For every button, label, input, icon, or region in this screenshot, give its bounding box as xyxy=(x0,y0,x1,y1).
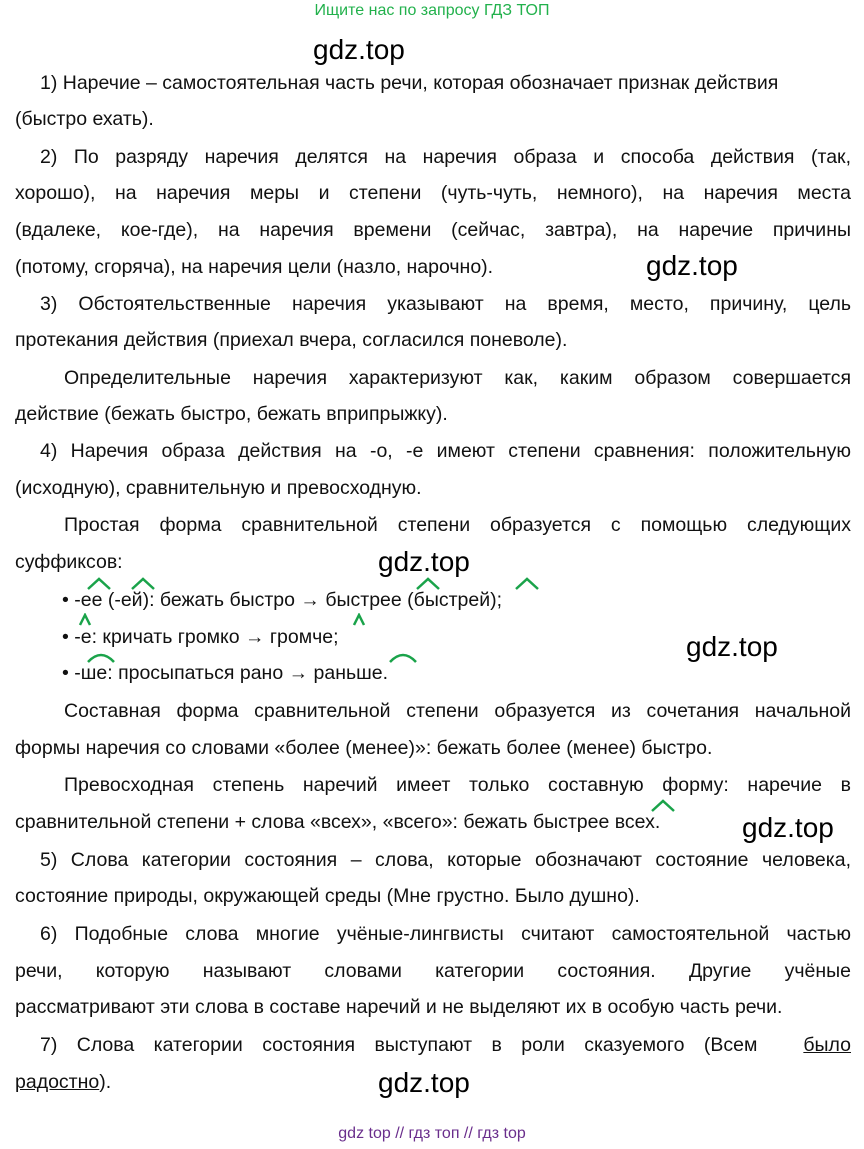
paragraph-line: хорошо), на наречия меры и степени (чуть-чуть, немного), на наречия места xyxy=(15,182,851,204)
paragraph-line: 5) Слова категории состояния – слова, которые обозначают состояние человека, xyxy=(40,849,851,871)
suffix-mark-icon xyxy=(86,577,112,591)
paragraph-line: Определительные наречия характеризуют как, каким образом совершается xyxy=(64,367,851,389)
search-banner: Ищите нас по запросу ГДЗ ТОП xyxy=(314,2,550,19)
suffix-mark-icon xyxy=(514,577,540,591)
paragraph-line xyxy=(40,1034,851,1056)
paragraph-line: 4) Наречия образа действия на -о, -е имеют степени сравнения: положительную xyxy=(40,440,851,462)
paragraph-line: (быстро ехать). xyxy=(15,108,154,130)
suffix-mark-icon xyxy=(415,577,441,591)
suffix-mark-icon xyxy=(650,799,676,813)
list-item: • -е: кричать громко → громче; xyxy=(62,626,339,648)
suffix-mark-icon xyxy=(130,577,156,591)
watermark: gdz.top xyxy=(742,812,834,843)
paragraph-line: 1) Наречие – самостоятельная часть речи, которая обозначает признак действия xyxy=(40,72,779,94)
list-item: • -ше: просыпаться рано → раньше. xyxy=(62,662,389,684)
paragraph-line: рассматривают эти слова в составе наречий и не выделяют их в особую часть речи. xyxy=(15,996,783,1018)
paragraph-line: речи, которую называют словами категории состояния. Другие учёные xyxy=(15,960,851,982)
paragraph-line: сравнительной степени + слова «всех», «всего»: бежать быстрее всех. xyxy=(15,811,661,833)
watermark: gdz.top xyxy=(378,546,470,577)
paragraph-line: протекания действия (приехал вчера, согласился поневоле). xyxy=(15,329,568,351)
watermark: gdz.top xyxy=(686,631,778,662)
watermark: gdz.top xyxy=(378,1067,470,1098)
paragraph-line: состояние природы, окружающей среды (Мне грустно. Было душно). xyxy=(15,885,640,907)
paragraph-line xyxy=(15,1071,851,1093)
watermark: gdz.top xyxy=(646,250,738,281)
paragraph-text: ). xyxy=(99,1071,112,1093)
paragraph-text: 7) Слова категории состояния выступают в роли сказуемого (Всем xyxy=(40,1034,758,1056)
paragraph-line: 2) По разряду наречия делятся на наречия образа и способа действия (так, xyxy=(40,146,851,168)
paragraph-line: 6) Подобные слова многие учёные-лингвисты считают самостоятельной частью xyxy=(40,923,851,945)
paragraph-line: Составная форма сравнительной степени образуется из сочетания начальной xyxy=(64,700,851,722)
paragraph-line: (вдалеке, кое-где), на наречия времени (сейчас, завтра), на наречие причины xyxy=(15,219,851,241)
suffix-mark-icon xyxy=(86,650,116,664)
paragraph-line: Превосходная степень наречий имеет только составную форму: наречие в xyxy=(64,774,851,796)
paragraph-line: действие (бежать быстро, бежать вприпрыжку). xyxy=(15,403,448,425)
paragraph-line: формы наречия со словами «более (менее)»: бежать более (менее) быстро. xyxy=(15,737,713,759)
paragraph-line: (исходную), сравнительную и превосходную. xyxy=(15,477,422,499)
suffix-mark-icon xyxy=(78,613,92,627)
paragraph-line: 3) Обстоятельственные наречия указывают на время, место, причину, цель xyxy=(40,293,851,315)
suffix-mark-icon xyxy=(388,650,418,664)
suffix-mark-icon xyxy=(352,613,366,627)
footer-links: gdz top // гдз топ // гдз top xyxy=(338,1125,526,1142)
paragraph-line: (потому, сгоряча), на наречия цели (назло, нарочно). xyxy=(15,256,494,278)
underlined-predicate: было xyxy=(803,1034,851,1056)
watermark: gdz.top xyxy=(313,34,405,65)
underlined-predicate: радостно xyxy=(15,1071,100,1093)
list-item: • -ее (-ей): бежать быстро → быстрее (быстрей); xyxy=(62,589,503,611)
paragraph-line: суффиксов: xyxy=(15,551,123,573)
paragraph-line: Простая форма сравнительной степени образуется с помощью следующих xyxy=(64,514,851,536)
